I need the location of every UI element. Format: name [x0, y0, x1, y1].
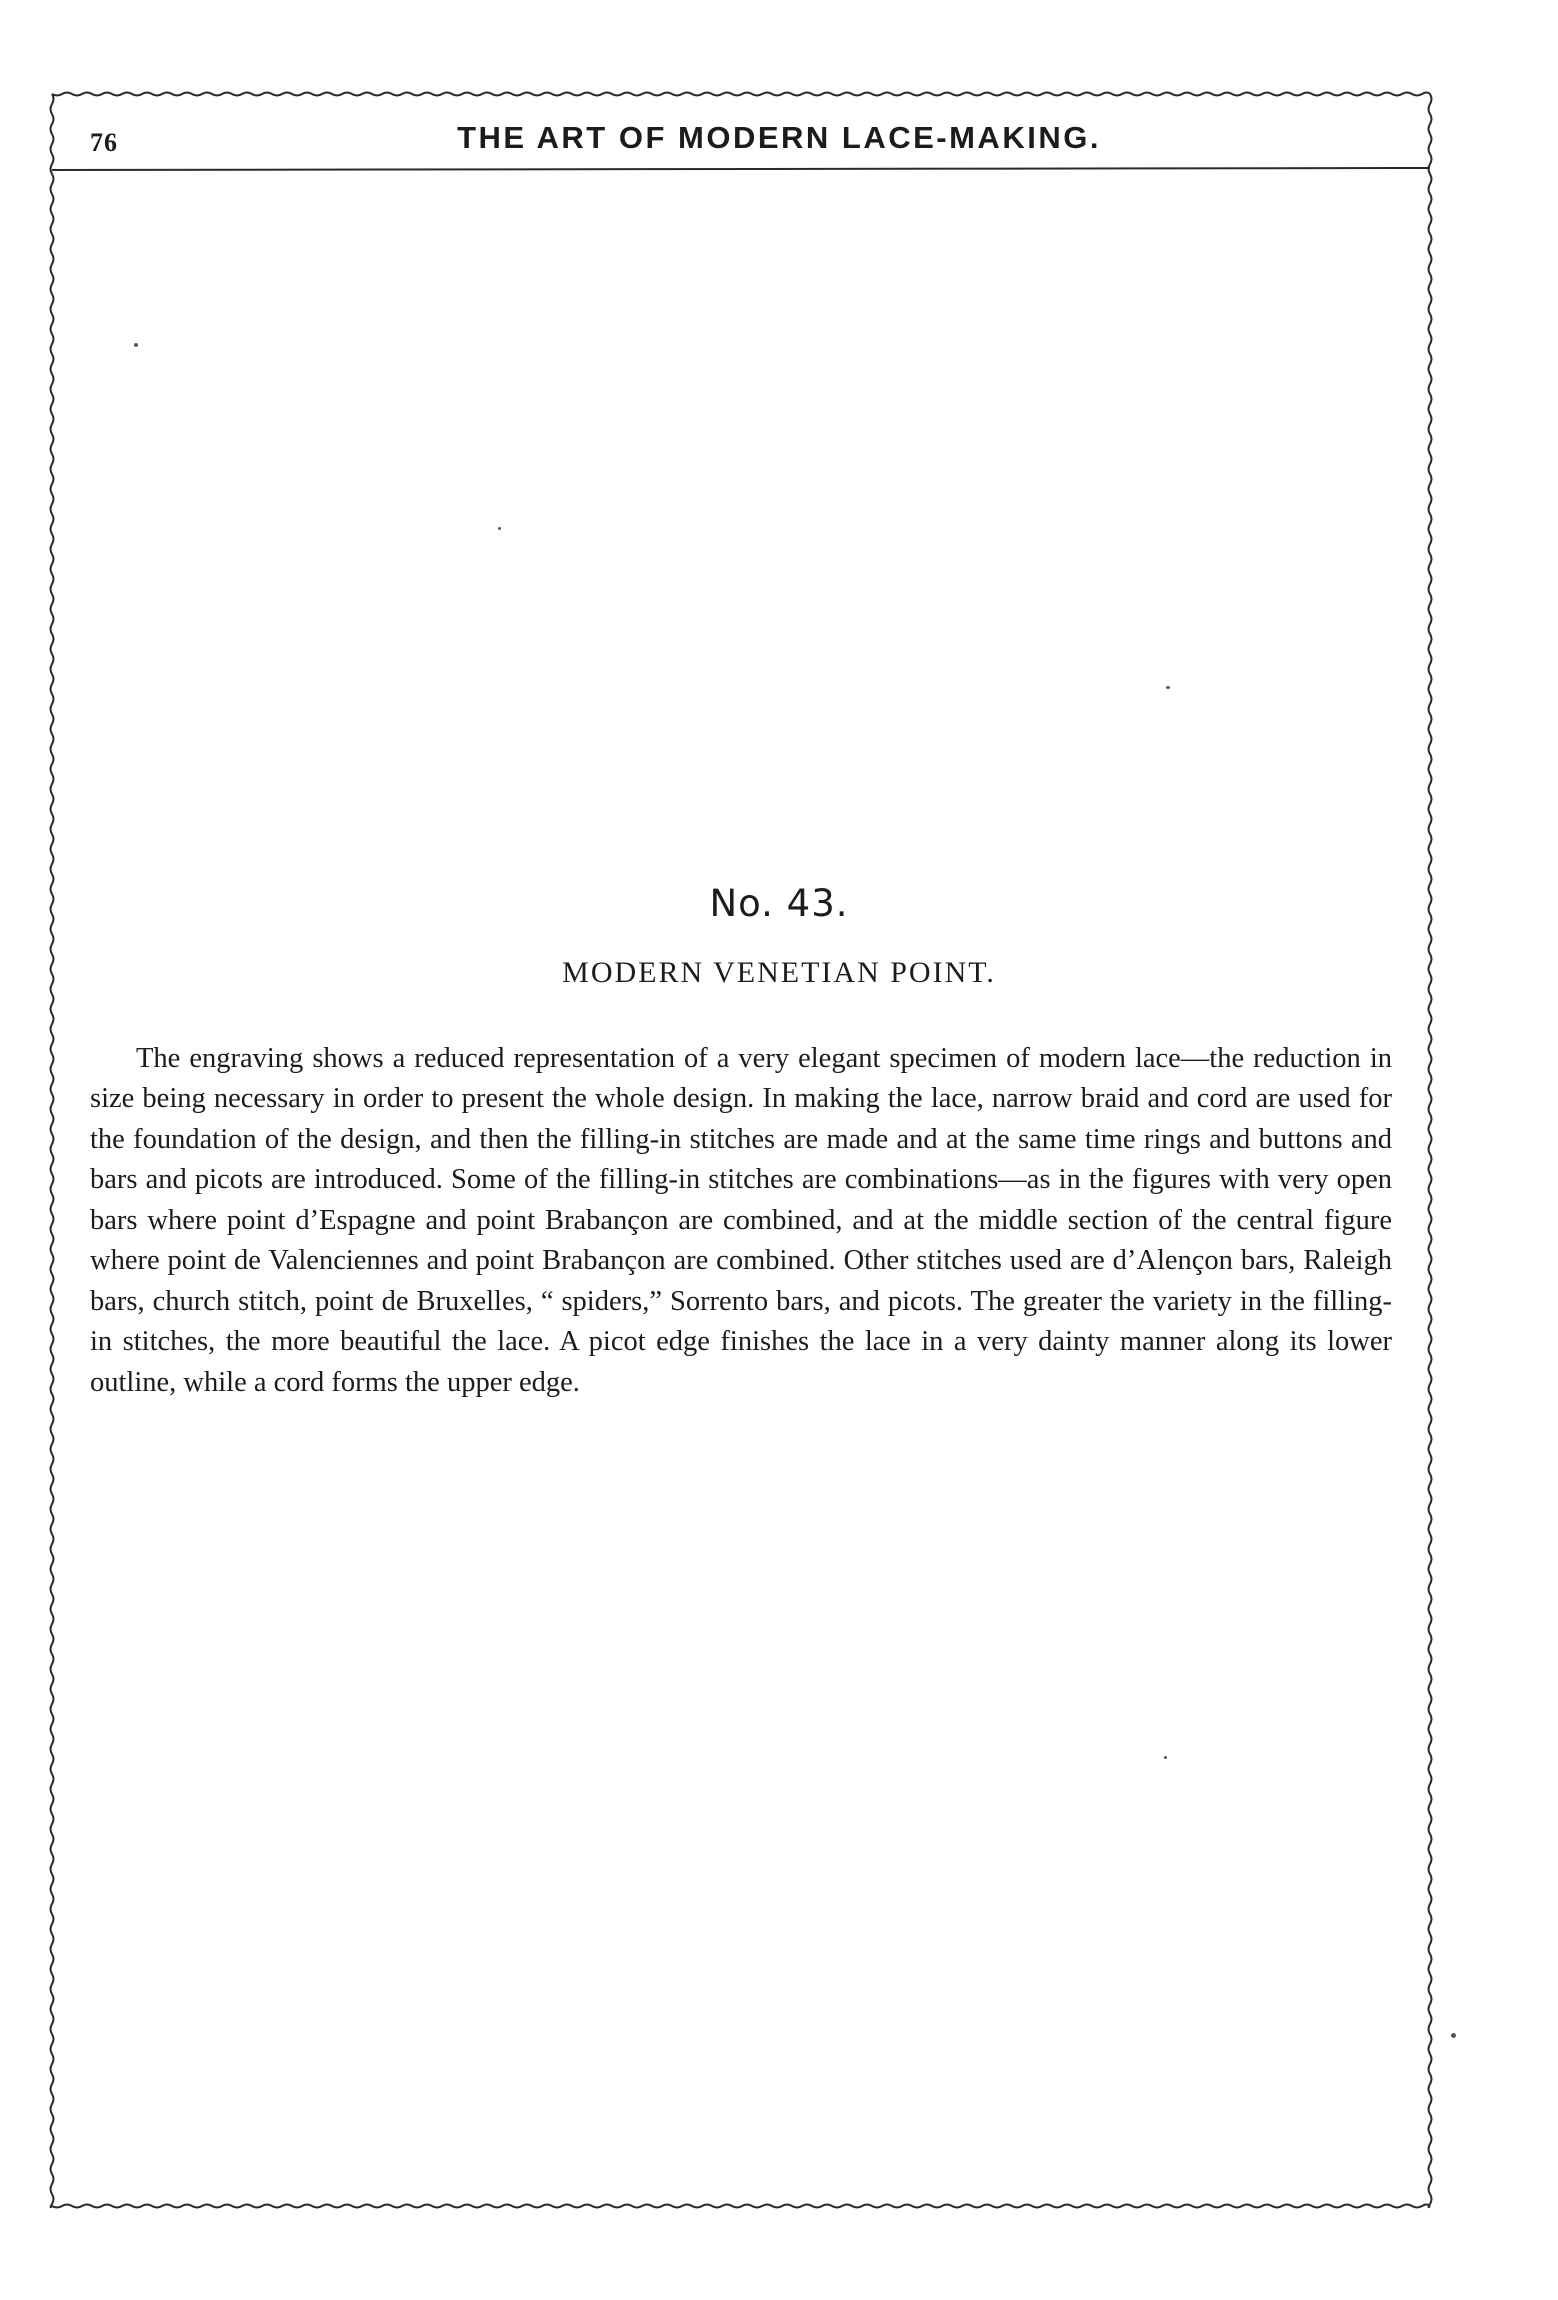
print-speck — [498, 527, 501, 530]
border-edge — [51, 94, 54, 2207]
print-speck — [1166, 686, 1170, 689]
section-title: MODERN VENETIAN POINT. — [562, 956, 996, 989]
header-rule — [52, 168, 1430, 170]
border-edge — [1429, 94, 1432, 2207]
print-speck — [1164, 1756, 1167, 1759]
border-edge — [52, 2205, 1430, 2208]
running-title: THE ART OF MODERN LACE-MAKING. — [457, 120, 1101, 155]
print-speck — [1451, 2033, 1456, 2038]
print-speck — [134, 343, 138, 347]
border-edge — [52, 93, 1430, 96]
body-paragraph: The engraving shows a reduced representation of a very elegant specimen of modern lace—the reduction in size being necessary in order to present the whole design. In making the lace, narrow braid and cord are used for the foundation of the design, and then the filling-in stitches are made and at the same time rings and buttons and bars and picots are introduced. Some of the filling-in stitches are combinations—as in the figures with very open bars where point d’Espagne and point Brabançon are combined, and at the middle section of the central figure where point de Valenciennes and point Brabançon are combined. Other stitches used are d’Alençon bars, Raleigh bars, church stitch, point de Bruxelles, “ spiders,” Sorrento bars, and picots. The greater the variety in the filling-in stitches, the more beautiful the lace. A picot edge finishes the lace in a very dainty manner along its lower outline, while a cord forms the upper edge. — [90, 1042, 1392, 1398]
page-number: 76 — [90, 128, 118, 157]
plate-number: No. 43. — [709, 882, 849, 925]
